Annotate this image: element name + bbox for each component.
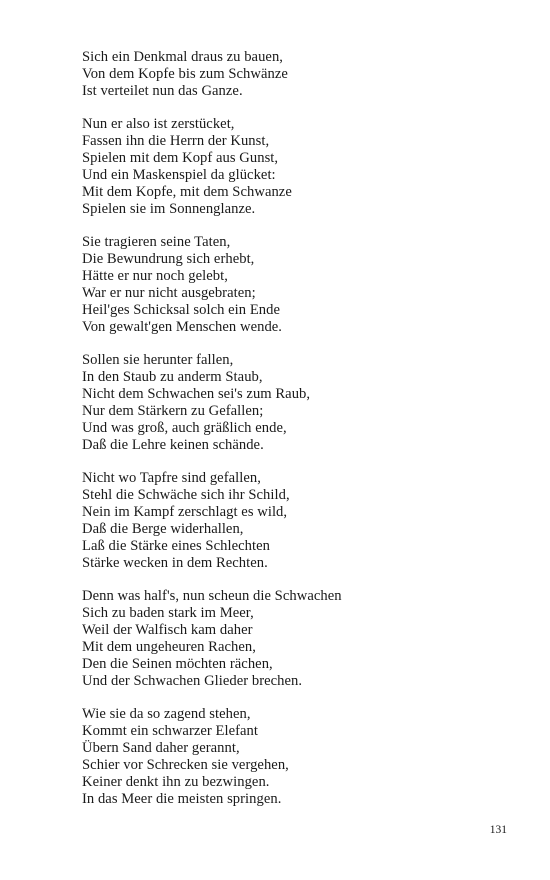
poem-line: Kommt ein schwarzer Elefant xyxy=(82,723,258,739)
poem-line: Und was groß, auch gräßlich ende, xyxy=(82,420,287,436)
poem-line: Denn was half's, nun scheun die Schwachen xyxy=(82,588,342,604)
page-number: 131 xyxy=(489,824,507,836)
poem-line: Nur dem Stärkern zu Gefallen; xyxy=(82,403,264,419)
poem-line: Daß die Berge widerhallen, xyxy=(82,521,244,537)
poem-line: Mit dem ungeheuren Rachen, xyxy=(82,639,256,655)
poem-line: Sollen sie herunter fallen, xyxy=(82,352,234,368)
poem-line: Weil der Walfisch kam daher xyxy=(82,622,253,638)
poem-line: Wie sie da so zagend stehen, xyxy=(82,706,251,722)
poem-line: Schier vor Schrecken sie vergehen, xyxy=(82,757,289,773)
poem-line: Mit dem Kopfe, mit dem Schwanze xyxy=(82,184,292,200)
poem-line: Nicht dem Schwachen sei's zum Raub, xyxy=(82,386,311,402)
poem-line: Ist verteilet nun das Ganze. xyxy=(82,83,243,99)
poem-line: Daß die Lehre keinen schände. xyxy=(82,437,264,453)
poem-text xyxy=(82,49,502,824)
stanza-3 xyxy=(82,234,502,336)
poem-line: Und ein Maskenspiel da glücket: xyxy=(82,167,276,183)
stanza-2 xyxy=(82,116,502,218)
stanza-4 xyxy=(82,352,502,454)
poem-line: Spielen sie im Sonnenglanze. xyxy=(82,201,256,217)
poem-line: Die Bewundrung sich erhebt, xyxy=(82,251,255,267)
poem-line: War er nur nicht ausgebraten; xyxy=(82,285,256,301)
stanza-5 xyxy=(82,470,502,572)
poem-line: Von gewalt'gen Menschen wende. xyxy=(82,319,283,335)
poem-line: Von dem Kopfe bis zum Schwänze xyxy=(82,66,288,82)
poem-line: Sie tragieren seine Taten, xyxy=(82,234,231,250)
poem-line: Spielen mit dem Kopf aus Gunst, xyxy=(82,150,279,166)
poem-line: Sich ein Denkmal draus zu bauen, xyxy=(82,49,283,65)
poem-line: Laß die Stärke eines Schlechten xyxy=(82,538,270,554)
poem-line: Nicht wo Tapfre sind gefallen, xyxy=(82,470,261,486)
poem-line: Nein im Kampf zerschlagt es wild, xyxy=(82,504,288,520)
poem-line: Heil'ges Schicksal solch ein Ende xyxy=(82,302,281,318)
stanza-6 xyxy=(82,588,502,690)
poem-line: Stehl die Schwäche sich ihr Schild, xyxy=(82,487,290,503)
poem-line: In das Meer die meisten springen. xyxy=(82,791,282,807)
poem-line: Übern Sand daher gerannt, xyxy=(82,740,240,756)
poem-line: In den Staub zu anderm Staub, xyxy=(82,369,263,385)
poem-line: Fassen ihn die Herrn der Kunst, xyxy=(82,133,270,149)
poem-line: Stärke wecken in dem Rechten. xyxy=(82,555,268,571)
poem-line: Und der Schwachen Glieder brechen. xyxy=(82,673,303,689)
poem-line: Sich zu baden stark im Meer, xyxy=(82,605,254,621)
poem-line: Keiner denkt ihn zu bezwingen. xyxy=(82,774,270,790)
poem-line: Hätte er nur noch gelebt, xyxy=(82,268,228,284)
poem-line: Den die Seinen möchten rächen, xyxy=(82,656,273,672)
poem-line: Nun er also ist zerstücket, xyxy=(82,116,235,132)
stanza-1 xyxy=(82,49,502,100)
stanza-7 xyxy=(82,706,502,808)
